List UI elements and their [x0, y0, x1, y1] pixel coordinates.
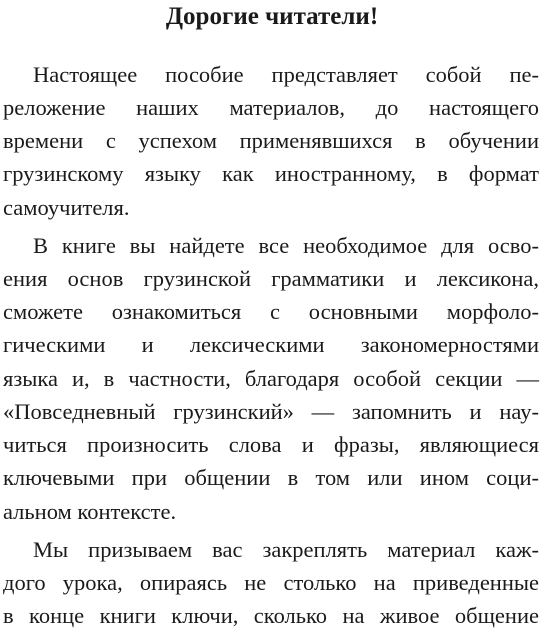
text-line: дого урока, опираясь не столько на приведенные — [3, 570, 539, 595]
text-line: альном контексте. — [3, 499, 177, 524]
text-line: читься произносить слова и фразы, являющиеся — [3, 432, 539, 457]
text-line: реложение наших материалов, до настоящего — [3, 95, 539, 120]
text-line: ключевыми при общении в том или ином соци- — [3, 465, 539, 490]
text-line: ения основ грузинской грамматики и лексикона, — [3, 266, 539, 291]
text-line: времени с успехом применявшихся в обучении — [3, 128, 539, 153]
text-line: самоучителя. — [3, 195, 130, 220]
text-line: в конце книги ключи, сколько на живое общение — [3, 603, 539, 628]
text-line: гическими и лексическими закономерностями — [3, 332, 539, 357]
text-line: языка и, в частности, благодаря особой секции — — [3, 366, 539, 391]
text-line: Настоящее пособие представляет собой пе- — [33, 62, 539, 87]
text-line: Мы призываем вас закреплять материал каж- — [33, 537, 539, 562]
text-line: «Повседневный грузинский» — запомнить и нау- — [3, 399, 539, 424]
text-line: В книге вы найдете все необходимое для осво- — [33, 233, 539, 258]
text-line: сможете ознакомиться с основными морфоло- — [3, 299, 539, 324]
page-title: Дорогие читатели! — [165, 3, 379, 30]
text-line: грузинскому языку как иностранному, в формат — [3, 161, 539, 186]
